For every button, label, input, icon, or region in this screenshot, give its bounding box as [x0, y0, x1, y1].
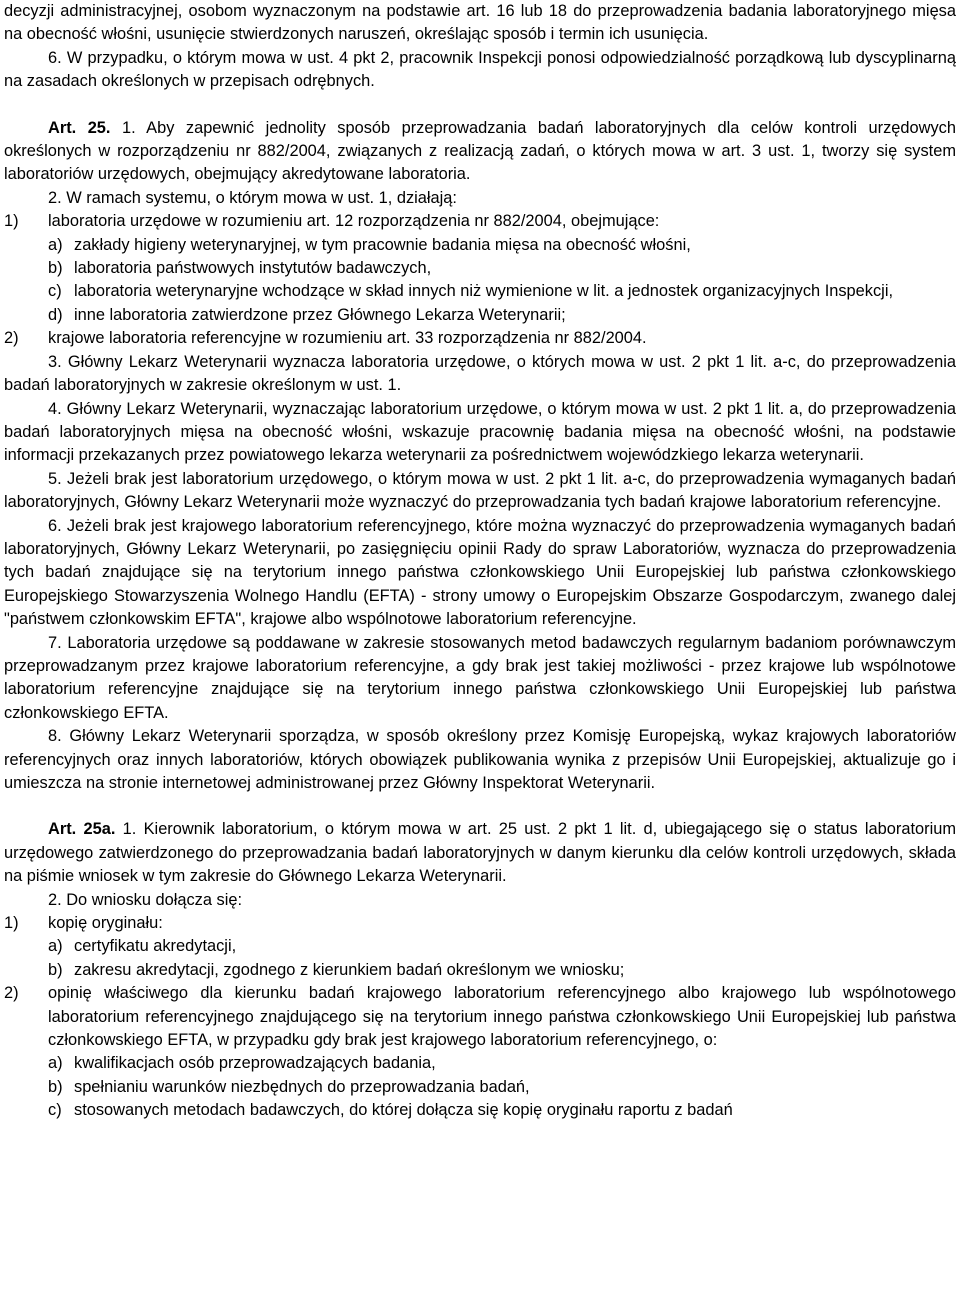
list-item — [4, 1076, 956, 1099]
list-item — [4, 1099, 956, 1122]
list-item — [4, 210, 956, 233]
list-item — [4, 982, 956, 1052]
article-25a-ust-1 — [4, 818, 956, 888]
list-marker: 1) — [4, 914, 19, 933]
list-item — [4, 935, 956, 958]
article-25a-ust-2: 2. Do wniosku dołącza się: — [48, 890, 243, 909]
paragraph-continuation: decyzji administracyjnej, osobom wyznaczonym na podstawie art. 16 lub 18 do przeprowadzenia badania laboratoryjnego mięsa na obecność włośni, usunięcie stwierdzonych naruszeń, określając sposób i termin ich usunięcia. — [4, 2, 956, 44]
article-25-text: 1. Aby zapewnić jednolity sposób przeprowadzania badań laboratoryjnych dla celów kontroli urzędowych określonych w rozporządzeniu nr 882/2004, związanych z realizacją zadań, o których mowa w art. 3 ust. 1, tworzy się system laboratoriów urzędowych, obejmujący akredytowane laboratoria. — [4, 118, 956, 184]
list-item — [4, 304, 956, 327]
paragraph-ust-6: 6. W przypadku, o którym mowa w ust. 4 pkt 2, pracownik Inspekcji ponosi odpowiedzialność porządkową lub dyscyplinarną na zasadach określonych w przepisach odrębnych. — [4, 48, 956, 91]
list-marker: b) — [48, 960, 63, 979]
article-25a-heading: Art. 25a. — [48, 820, 116, 839]
list-marker: 2) — [4, 984, 19, 1003]
list-marker: b) — [48, 1077, 63, 1096]
list-text: spełnianiu warunków niezbędnych do przeprowadzania badań, — [74, 1077, 530, 1096]
list-marker: 1) — [4, 212, 19, 231]
article-25-ust-6: 6. Jeżeli brak jest krajowego laboratorium referencyjnego, które można wyznaczyć do przeprowadzenia wymaganych badań laboratoryjnych, Główny Lekarz Weterynarii, po zasięgnięciu opinii Rady do spraw Laboratoriów, wyznacza do przeprowadzenia tych badań znajdujące się na terytorium innego państwa członkowskiego Unii Europejskiej lub państwa członkowskiego Europejskiego Stowarzyszenia Wolnego Handlu (EFTA) - strony umowy o Europejskim Obszarze Gospodarczym, zwanego dalej "państwem członkowskim EFTA", krajowe albo wspólnotowe laboratorium referencyjne. — [4, 516, 956, 629]
list-text: inne laboratoria zatwierdzone przez Głównego Lekarza Weterynarii; — [74, 305, 566, 324]
list-text: laboratoria urzędowe w rozumieniu art. 12 rozporządzenia nr 882/2004, obejmujące: — [48, 212, 660, 231]
list-marker: d) — [48, 305, 63, 324]
article-25-ust-5: 5. Jeżeli brak jest laboratorium urzędowego, o którym mowa w ust. 2 pkt 1 lit. a-c, do przeprowadzenia wymaganych badań laboratoryjnych, Główny Lekarz Weterynarii może wyznaczyć do przeprowadzania tych badań krajowe laboratorium referencyjne. — [4, 469, 956, 512]
list-item — [4, 959, 956, 982]
list-text: stosowanych metodach badawczych, do której dołącza się kopię oryginału raportu z badań — [74, 1101, 733, 1120]
list-text: laboratoria weterynaryjne wchodzące w skład innych niż wymienione w lit. a jednostek organizacyjnych Inspekcji, — [74, 282, 894, 301]
list-text: zakłady higieny weterynaryjnej, w tym pracownie badania mięsa na obecność włośni, — [74, 235, 691, 254]
article-25-ust-3: 3. Główny Lekarz Weterynarii wyznacza laboratoria urzędowe, o których mowa w ust. 2 pkt 1 lit. a-c, do przeprowadzenia badań laboratoryjnych w zakresie określonym w ust. 1. — [4, 352, 956, 395]
article-25-ust-7: 7. Laboratoria urzędowe są poddawane w zakresie stosowanych metod badawczych regularnym badaniom porównawczym przeprowadzanym przez krajowe laboratorium referencyjne, a gdy brak jest takiej możliwości - przez krajowe lub wspólnotowe laboratorium referencyjne znajdujące się na terytorium innego państwa członkowskiego Unii Europejskiej lub państwa członkowskiego EFTA. — [4, 633, 956, 722]
article-25-heading: Art. 25. — [48, 118, 111, 137]
list-marker: a) — [48, 937, 63, 956]
list-marker: a) — [48, 1054, 63, 1073]
article-25-ust-2: 2. W ramach systemu, o którym mowa w ust. 1, działają: — [48, 188, 457, 207]
list-item — [4, 1052, 956, 1075]
list-text: kwalifikacjach osób przeprowadzających badania, — [74, 1054, 436, 1073]
list-item — [4, 257, 956, 280]
list-text: laboratoria państwowych instytutów badawczych, — [74, 259, 432, 278]
list-marker: a) — [48, 235, 63, 254]
list-item — [4, 280, 956, 303]
list-item — [4, 327, 956, 350]
list-marker: c) — [48, 1101, 62, 1120]
list-item — [4, 234, 956, 257]
article-25-ust-1 — [4, 117, 956, 187]
list-text: krajowe laboratoria referencyjne w rozumieniu art. 33 rozporządzenia nr 882/2004. — [48, 329, 647, 348]
list-text: zakresu akredytacji, zgodnego z kierunkiem badań określonym we wniosku; — [74, 960, 625, 979]
list-item — [4, 912, 956, 935]
list-text: opinię właściwego dla kierunku badań krajowego laboratorium referencyjnego albo krajowego lub wspólnotowego laboratorium referencyjnego znajdującego się na terytorium innego państwa członkowskiego Unii Europejskiej lub państwa członkowskiego EFTA, w przypadku gdy brak jest krajowego laboratorium referencyjnego, o: — [48, 984, 956, 1050]
article-25-ust-4: 4. Główny Lekarz Weterynarii, wyznaczając laboratorium urzędowe, o którym mowa w ust. 2 pkt 1 lit. a, do przeprowadzenia badań laboratoryjnych mięsa na obecność włośni, wskazuje pracownię badania mięsa na obecność włośni, na podstawie informacji przekazanych przez powiatowego lekarza weterynarii za pośrednictwem wojewódzkiego lekarza weterynarii. — [4, 399, 956, 465]
list-marker: b) — [48, 259, 63, 278]
list-marker: c) — [48, 282, 62, 301]
article-25-ust-8: 8. Główny Lekarz Weterynarii sporządza, w sposób określony przez Komisję Europejską, wykaz krajowych laboratoriów referencyjnych oraz innych laboratoriów, których obowiązek publikowania wynika z przepisów Unii Europejskiej, aktualizuje go i umieszcza na stronie internetowej administrowanej przez Główny Inspektorat Weterynarii. — [4, 727, 956, 792]
list-text: kopię oryginału: — [48, 914, 163, 933]
list-text: certyfikatu akredytacji, — [74, 937, 237, 956]
article-25a-text: 1. Kierownik laboratorium, o którym mowa w art. 25 ust. 2 pkt 1 lit. d, ubiegającego się o status laboratorium urzędowego zatwierdzonego do przeprowadzania badań laboratoryjnych w danym kierunku dla celów kontroli urzędowych, składa na piśmie wniosek w tym zakresie do Głównego Lekarza Weterynarii. — [4, 820, 956, 886]
list-marker: 2) — [4, 329, 19, 348]
